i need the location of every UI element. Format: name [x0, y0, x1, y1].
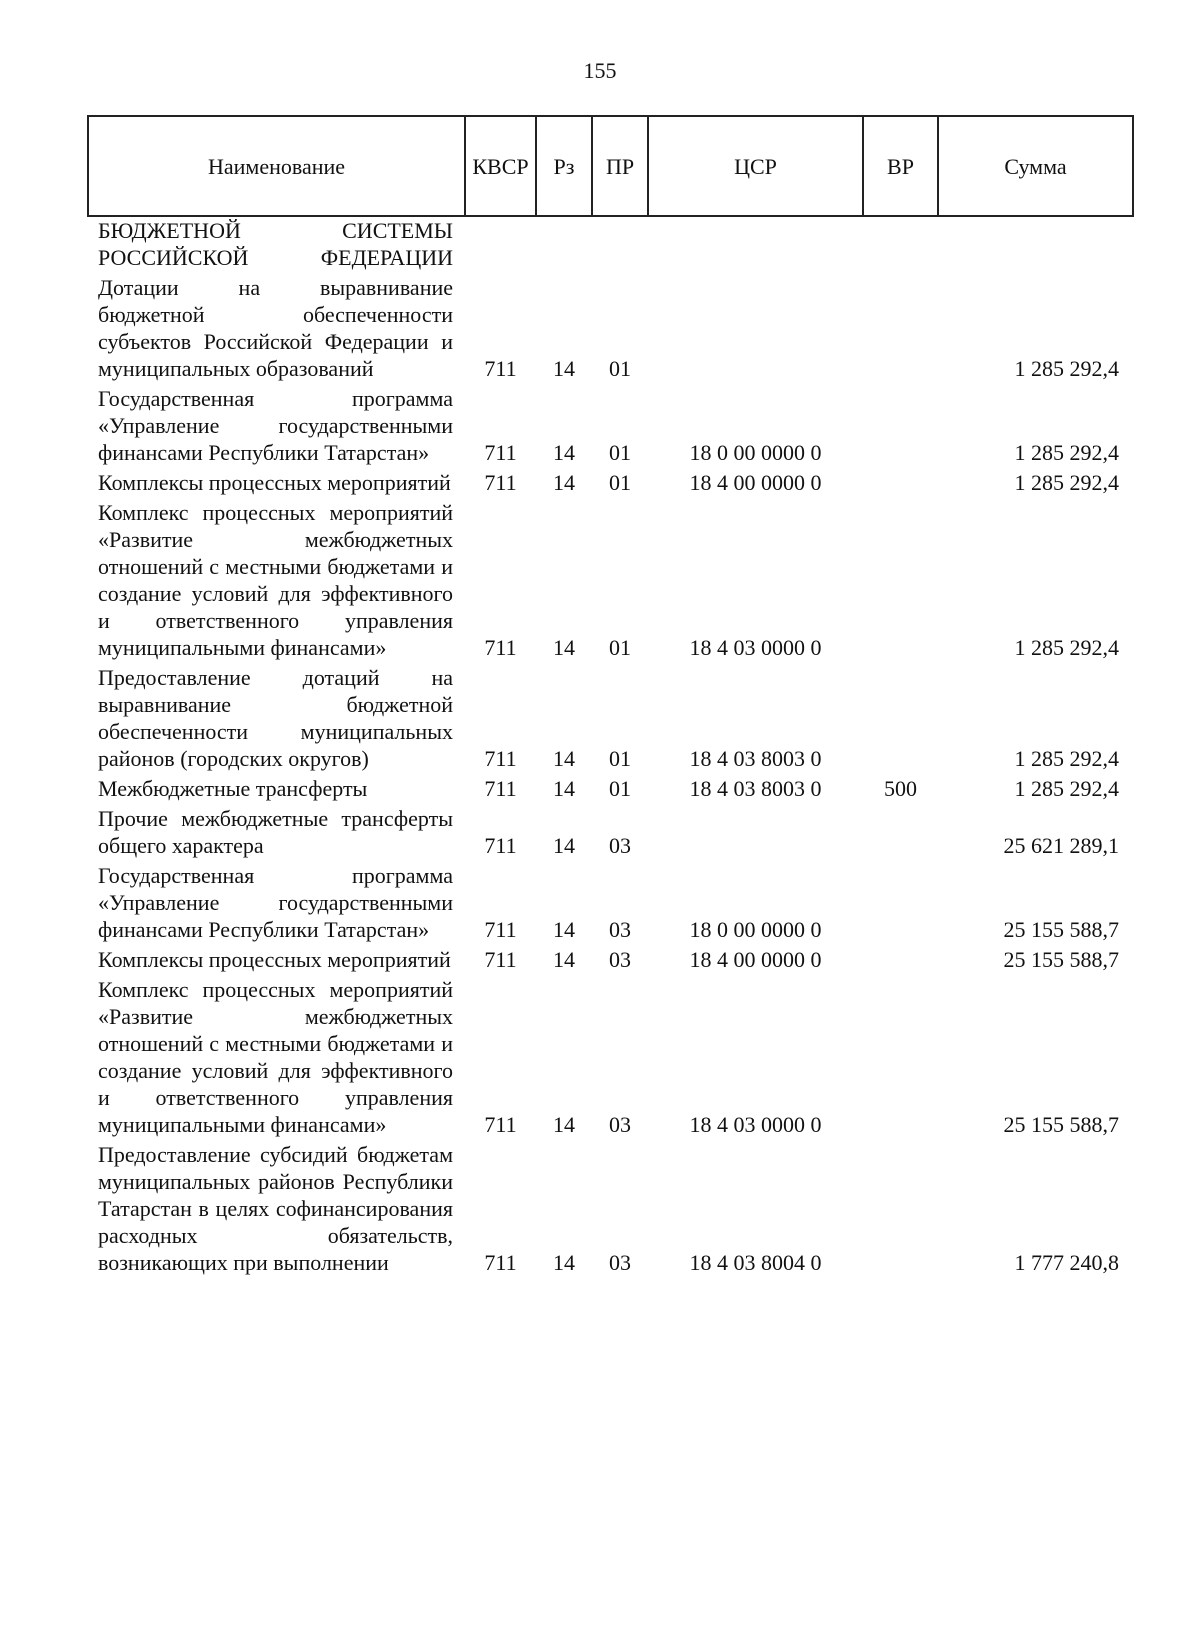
header-rz: Рз	[536, 116, 592, 216]
header-sum: Сумма	[938, 116, 1133, 216]
cell-vr	[863, 805, 938, 862]
cell-csr: 18 4 03 8003 0	[689, 746, 822, 771]
cell-kvsr: 711	[484, 746, 517, 771]
cell-pr: 01	[609, 356, 631, 381]
header-vr: ВР	[863, 116, 938, 216]
cell-sum: 25 155 588,7	[1003, 947, 1119, 972]
cell-rz: 14	[553, 440, 575, 465]
cell-rz: 14	[553, 356, 575, 381]
cell-name: Предоставление субсидий бюджетам муниципальных районов Республики Татарстан в целях софинансирования расходных обязательств, возникающих при выполнении	[98, 1142, 453, 1275]
header-csr: ЦСР	[648, 116, 863, 216]
cell-sum: 1 285 292,4	[1014, 776, 1119, 801]
cell-csr: 18 4 00 0000 0	[689, 470, 822, 495]
cell-name: Комплекс процессных мероприятий «Развитие межбюджетных отношений с местными бюджетами и создание условий для эффективного и ответственного управления муниципальными финансами»	[98, 977, 453, 1137]
cell-csr: 18 4 03 8003 0	[689, 776, 822, 801]
cell-pr: 01	[609, 635, 631, 660]
cell-name: Предоставление дотаций на выравнивание бюджетной обеспеченности муниципальных районов (городских округов)	[98, 665, 453, 771]
cell-csr: 18 4 00 0000 0	[689, 947, 822, 972]
cell-rz: 14	[553, 1250, 575, 1275]
cell-vr: 500	[884, 776, 917, 801]
cell-csr: 18 0 00 0000 0	[689, 917, 822, 942]
cell-name: Комплексы процессных мероприятий	[98, 470, 451, 495]
cell-csr: 18 0 00 0000 0	[689, 440, 822, 465]
cell-kvsr: 711	[484, 635, 517, 660]
table-body	[88, 216, 1133, 1279]
cell-csr: 18 4 03 8004 0	[689, 1250, 822, 1275]
cell-rz: 14	[553, 776, 575, 801]
budget-table	[87, 115, 1134, 1279]
cell-kvsr: 711	[484, 1250, 517, 1275]
cell-csr: 18 4 03 0000 0	[689, 635, 822, 660]
cell-csr	[648, 805, 863, 862]
cell-pr: 01	[609, 746, 631, 771]
cell-kvsr: 711	[484, 1112, 517, 1137]
table-row	[88, 805, 1133, 862]
cell-name: Государственная программа «Управление государственными финансами Республики Татарстан»	[98, 863, 453, 942]
cell-csr	[648, 274, 863, 385]
cell-kvsr	[465, 216, 536, 274]
cell-kvsr: 711	[484, 833, 517, 858]
table-row	[88, 976, 1133, 1141]
cell-rz: 14	[553, 947, 575, 972]
cell-name: БЮДЖЕТНОЙ СИСТЕМЫ РОССИЙСКОЙ ФЕДЕРАЦИИ	[98, 218, 453, 270]
cell-vr	[863, 664, 938, 775]
cell-csr	[648, 216, 863, 274]
cell-kvsr: 711	[484, 917, 517, 942]
cell-sum: 1 777 240,8	[1014, 1250, 1119, 1275]
header-name: Наименование	[88, 116, 465, 216]
cell-pr: 03	[609, 1112, 631, 1137]
cell-name: Дотации на выравнивание бюджетной обеспеченности субъектов Российской Федерации и муниципальных образований	[98, 275, 453, 381]
cell-vr	[863, 946, 938, 976]
table-row	[88, 469, 1133, 499]
cell-rz: 14	[553, 833, 575, 858]
cell-name: Прочие межбюджетные трансферты общего характера	[98, 806, 453, 858]
cell-pr: 03	[609, 947, 631, 972]
cell-sum: 25 155 588,7	[1003, 917, 1119, 942]
cell-vr	[863, 499, 938, 664]
cell-vr	[863, 274, 938, 385]
cell-sum: 1 285 292,4	[1014, 470, 1119, 495]
cell-rz: 14	[553, 917, 575, 942]
cell-vr	[863, 385, 938, 469]
cell-sum: 1 285 292,4	[1014, 440, 1119, 465]
cell-rz: 14	[553, 635, 575, 660]
table-row	[88, 274, 1133, 385]
cell-pr: 03	[609, 917, 631, 942]
cell-sum: 1 285 292,4	[1014, 746, 1119, 771]
cell-name: Межбюджетные трансферты	[98, 776, 368, 801]
cell-kvsr: 711	[484, 776, 517, 801]
cell-vr	[863, 1141, 938, 1279]
header-kvsr: КВСР	[465, 116, 536, 216]
table-row	[88, 385, 1133, 469]
cell-name: Государственная программа «Управление государственными финансами Республики Татарстан»	[98, 386, 453, 465]
cell-vr	[863, 862, 938, 946]
cell-rz: 14	[553, 746, 575, 771]
cell-name: Комплекс процессных мероприятий «Развитие межбюджетных отношений с местными бюджетами и создание условий для эффективного и ответственного управления муниципальными финансами»	[98, 500, 453, 660]
cell-csr: 18 4 03 0000 0	[689, 1112, 822, 1137]
cell-vr	[863, 976, 938, 1141]
table-row	[88, 775, 1133, 805]
table-header	[88, 116, 1133, 216]
header-row	[88, 116, 1133, 216]
cell-pr: 01	[609, 776, 631, 801]
cell-kvsr: 711	[484, 947, 517, 972]
header-pr: ПР	[592, 116, 648, 216]
cell-sum	[938, 216, 1133, 274]
cell-name: Комплексы процессных мероприятий	[98, 947, 451, 972]
cell-sum: 25 155 588,7	[1003, 1112, 1119, 1137]
cell-sum: 25 621 289,1	[1003, 833, 1119, 858]
table-row	[88, 1141, 1133, 1279]
cell-kvsr: 711	[484, 356, 517, 381]
cell-pr	[592, 216, 648, 274]
cell-pr: 01	[609, 470, 631, 495]
cell-kvsr: 711	[484, 470, 517, 495]
table-row	[88, 862, 1133, 946]
table-row	[88, 946, 1133, 976]
table-row	[88, 499, 1133, 664]
table-row	[88, 664, 1133, 775]
cell-vr	[863, 469, 938, 499]
cell-pr: 03	[609, 833, 631, 858]
cell-pr: 01	[609, 440, 631, 465]
cell-kvsr: 711	[484, 440, 517, 465]
cell-pr: 03	[609, 1250, 631, 1275]
cell-rz: 14	[553, 1112, 575, 1137]
table-row	[88, 216, 1133, 274]
cell-vr	[863, 216, 938, 274]
cell-rz: 14	[553, 470, 575, 495]
page-number: 155	[583, 58, 617, 83]
cell-sum: 1 285 292,4	[1014, 356, 1119, 381]
cell-sum: 1 285 292,4	[1014, 635, 1119, 660]
cell-rz	[536, 216, 592, 274]
